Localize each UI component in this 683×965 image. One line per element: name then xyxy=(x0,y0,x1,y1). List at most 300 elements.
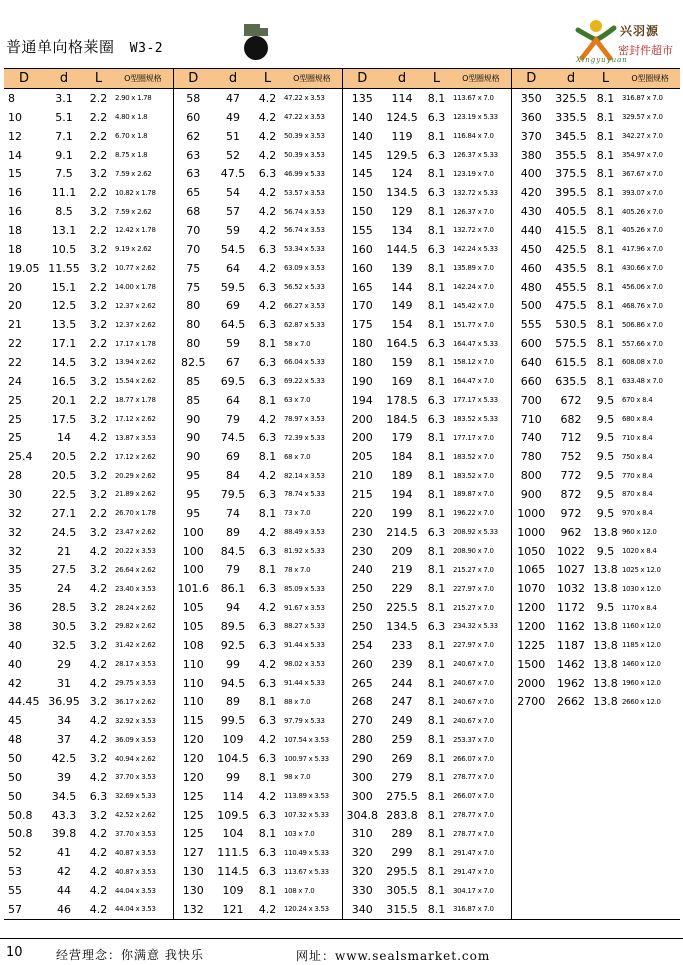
table-row xyxy=(4,334,680,353)
cell-l-width: 8.1 xyxy=(258,450,277,464)
cell-o-ring-spec: 135.89 x 7.0 xyxy=(453,264,494,273)
cell-l-width: 8.1 xyxy=(427,638,446,652)
cell-l-width: 6.3 xyxy=(427,619,446,633)
cell-o-ring-spec: 78 x 7.0 xyxy=(284,565,311,574)
cell-l-width: 6.3 xyxy=(258,487,277,501)
cell-o-ring-spec: 26.64 x 2.62 xyxy=(115,565,156,574)
cell-l-width: 13.8 xyxy=(593,657,618,671)
cell-d-outer: 127 xyxy=(173,843,213,862)
cell-d-inner: 99 xyxy=(226,770,240,784)
cell-o-ring-spec: 506.86 x 7.0 xyxy=(622,320,663,329)
table-row xyxy=(4,768,680,787)
cell-d-inner: 47 xyxy=(226,91,240,105)
cell-d-outer: 40 xyxy=(8,638,22,652)
cell-o-ring-spec: 62.87 x 5.33 xyxy=(284,320,325,329)
cell-d-inner: 59 xyxy=(226,337,240,351)
cell-d-inner: 22.5 xyxy=(51,487,77,501)
cell-d-inner: 31 xyxy=(57,676,71,690)
cell-l-width: 6.3 xyxy=(427,337,446,351)
cell-l-width: 8.1 xyxy=(427,770,446,784)
cell-o-ring-spec: 66.27 x 3.53 xyxy=(284,301,325,310)
cell-d-outer: 480 xyxy=(511,278,551,297)
cell-l-width: 3.2 xyxy=(89,695,108,709)
cell-o-ring-spec: 32.69 x 5.33 xyxy=(115,792,156,801)
cell-d-outer: 62 xyxy=(173,127,213,146)
cell-o-ring-spec: 208.92 x 5.33 xyxy=(453,528,498,537)
cell-d-outer: 230 xyxy=(342,523,382,542)
cell-d-inner: 41 xyxy=(57,846,71,860)
table-row xyxy=(4,221,680,240)
cell-d-outer: 555 xyxy=(511,315,551,334)
logo-brand: 兴羽源 xyxy=(620,24,660,38)
cell-o-ring-spec: 164.47 x 7.0 xyxy=(453,377,494,386)
cell-l-width: 6.3 xyxy=(427,110,446,124)
cell-d-outer: 16 xyxy=(8,186,22,200)
cell-o-ring-spec: 208.90 x 7.0 xyxy=(453,547,494,556)
cell-l-width: 4.2 xyxy=(89,827,108,841)
cell-d-outer: 1500 xyxy=(511,655,551,674)
cell-o-ring-spec: 78.97 x 3.53 xyxy=(284,415,325,424)
cell-d-inner: 49 xyxy=(226,110,240,124)
cell-d-inner: 14.5 xyxy=(51,355,77,369)
cell-o-ring-spec: 13.87 x 3.53 xyxy=(115,433,156,442)
cell-d-inner: 57 xyxy=(226,205,240,219)
cell-d-inner: 682 xyxy=(560,412,582,426)
cell-o-ring-spec: 29.82 x 2.62 xyxy=(115,622,156,631)
cell-o-ring-spec: 56.74 x 3.53 xyxy=(284,207,325,216)
cell-d-outer: 16 xyxy=(8,205,22,219)
cell-d-inner: 229 xyxy=(391,582,413,596)
cell-o-ring-spec: 123.19 x 5.33 xyxy=(453,113,498,122)
cell-l-width: 8.1 xyxy=(427,280,446,294)
cell-l-width: 8.1 xyxy=(596,186,615,200)
column-header-l-width: L xyxy=(591,69,620,89)
cell-d-inner: 109 xyxy=(222,733,244,747)
cell-l-width: 8.1 xyxy=(427,450,446,464)
cell-d-outer: 50 xyxy=(8,770,22,784)
cell-o-ring-spec: 9.19 x 2.62 xyxy=(115,245,152,254)
cell-l-width: 9.5 xyxy=(596,487,615,501)
cell-d-outer: 53 xyxy=(8,865,22,879)
cell-d-outer: 640 xyxy=(511,353,551,372)
cell-o-ring-spec: 8.75 x 1.8 xyxy=(115,151,148,159)
cell-l-width: 3.2 xyxy=(89,469,108,483)
cell-d-outer: 130 xyxy=(173,881,213,900)
cell-l-width: 8.1 xyxy=(427,129,446,143)
cell-d-outer: 82.5 xyxy=(173,353,213,372)
cell-d-inner: 89 xyxy=(226,695,240,709)
cell-o-ring-spec: 316.87 x 7.0 xyxy=(451,900,511,919)
cell-d-outer: 12 xyxy=(8,129,22,143)
cell-d-outer: 740 xyxy=(511,428,551,447)
cell-o-ring-spec xyxy=(620,881,680,900)
cell-d-inner: 20.1 xyxy=(51,393,77,407)
cell-d-inner xyxy=(551,806,591,825)
table-row xyxy=(4,296,680,315)
cell-d-outer: 20 xyxy=(8,280,22,294)
column-header-l-width: L xyxy=(422,69,451,89)
cell-d-inner: 194 xyxy=(391,487,413,501)
cell-o-ring-spec: 151.77 x 7.0 xyxy=(453,320,494,329)
table-row xyxy=(4,504,680,523)
cell-o-ring-spec: 81.92 x 5.33 xyxy=(284,547,325,556)
table-row xyxy=(4,730,680,749)
cell-l-width: 4.2 xyxy=(258,129,277,143)
cell-o-ring-spec: 113.67 x 7.0 xyxy=(453,94,494,103)
cell-d-outer: 1000 xyxy=(511,504,551,523)
glyd-ring-profile-icon xyxy=(238,22,274,62)
cell-o-ring-spec: 20.29 x 2.62 xyxy=(115,471,156,480)
cell-d-inner: 179 xyxy=(391,431,413,445)
cell-d-outer: 32 xyxy=(8,506,22,520)
cell-d-outer: 1000 xyxy=(511,523,551,542)
cell-d-inner: 1162 xyxy=(557,619,585,633)
cell-d-outer: 70 xyxy=(173,240,213,259)
cell-d-outer: 270 xyxy=(342,711,382,730)
cell-l-width: 6.3 xyxy=(258,167,277,181)
cell-d-inner: 154 xyxy=(391,318,413,332)
cell-l-width: 4.2 xyxy=(258,205,277,219)
cell-l-width: 4.2 xyxy=(258,601,277,615)
cell-l-width: 3.2 xyxy=(89,299,108,313)
spec-table xyxy=(4,68,680,920)
cell-o-ring-spec: 44.04 x 3.53 xyxy=(113,900,173,919)
cell-d-outer: 165 xyxy=(342,278,382,297)
cell-d-inner: 69.5 xyxy=(220,374,246,388)
column-header-o-ring-spec: O型圈规格 xyxy=(282,69,342,89)
cell-o-ring-spec: 417.96 x 7.0 xyxy=(622,245,663,254)
cell-d-inner: 11.1 xyxy=(51,186,77,200)
cell-d-outer: 25 xyxy=(8,393,22,407)
cell-d-inner: 17.1 xyxy=(51,337,77,351)
cell-o-ring-spec: 215.27 x 7.0 xyxy=(453,565,494,574)
cell-l-width xyxy=(591,900,620,919)
cell-d-inner: 3.1 xyxy=(55,91,73,105)
cell-d-inner: 74.5 xyxy=(220,431,246,445)
cell-d-inner: 37 xyxy=(57,733,71,747)
column-header-d-inner: d xyxy=(551,69,591,89)
cell-d-outer: 660 xyxy=(511,372,551,391)
cell-l-width xyxy=(591,768,620,787)
cell-d-outer: 100 xyxy=(173,542,213,561)
cell-d-outer: 140 xyxy=(342,108,382,127)
cell-d-inner: 635.5 xyxy=(555,374,587,388)
cell-o-ring-spec: 17.12 x 2.62 xyxy=(115,452,156,461)
cell-o-ring-spec: 316.87 x 7.0 xyxy=(622,94,663,103)
table-row xyxy=(4,655,680,674)
column-header-d-inner: d xyxy=(213,69,253,89)
table-row xyxy=(4,881,680,900)
cell-l-width: 13.8 xyxy=(593,563,618,577)
table-row xyxy=(4,598,680,617)
cell-o-ring-spec: 47.22 x 3.53 xyxy=(284,94,325,103)
cell-o-ring-spec: 47.22 x 3.53 xyxy=(284,113,325,122)
cell-l-width: 8.1 xyxy=(427,789,446,803)
cell-l-width: 8.1 xyxy=(596,374,615,388)
company-logo xyxy=(574,18,680,66)
cell-d-inner: 10.5 xyxy=(51,242,77,256)
cell-l-width: 6.3 xyxy=(258,374,277,388)
cell-d-inner: 1462 xyxy=(557,657,585,671)
cell-d-inner: 17.5 xyxy=(51,412,77,426)
table-row xyxy=(4,240,680,259)
cell-l-width: 4.2 xyxy=(258,299,277,313)
cell-d-inner: 28.5 xyxy=(51,601,77,615)
cell-d-outer: 320 xyxy=(342,843,382,862)
table-row xyxy=(4,787,680,806)
cell-o-ring-spec: 970 x 8.4 xyxy=(622,509,653,518)
cell-d-inner: 178.5 xyxy=(386,393,418,407)
cell-d-inner: 59 xyxy=(226,223,240,237)
cell-o-ring-spec: 183.52 x 7.0 xyxy=(453,452,494,461)
cell-o-ring-spec: 177.17 x 7.0 xyxy=(453,433,494,442)
cell-d-inner: 772 xyxy=(560,469,582,483)
cell-o-ring-spec: 91.44 x 5.33 xyxy=(284,641,325,650)
cell-d-inner: 219 xyxy=(391,563,413,577)
cell-d-outer: 100 xyxy=(173,560,213,579)
table-row xyxy=(4,825,680,844)
cell-d-inner: 109.5 xyxy=(217,808,249,822)
cell-d-outer: 101.6 xyxy=(173,579,213,598)
cell-d-inner: 109 xyxy=(222,884,244,898)
cell-l-width: 6.3 xyxy=(258,808,277,822)
cell-o-ring-spec: 63.09 x 3.53 xyxy=(284,264,325,273)
cell-o-ring-spec: 23.40 x 3.53 xyxy=(115,584,156,593)
cell-d-inner: 15.1 xyxy=(51,280,77,294)
cell-d-outer: 205 xyxy=(342,447,382,466)
cell-d-inner: 259 xyxy=(391,733,413,747)
cell-l-width: 8.1 xyxy=(427,601,446,615)
cell-d-inner xyxy=(551,711,591,730)
cell-d-outer: 380 xyxy=(511,146,551,165)
cell-d-inner: 209 xyxy=(391,544,413,558)
cell-d-inner: 149 xyxy=(391,299,413,313)
cell-d-outer: 115 xyxy=(173,711,213,730)
cell-o-ring-spec: 58 x 7.0 xyxy=(284,339,311,348)
cell-l-width: 6.3 xyxy=(427,412,446,426)
cell-d-outer: 430 xyxy=(511,202,551,221)
cell-l-width: 3.2 xyxy=(89,374,108,388)
cell-o-ring-spec: 266.07 x 7.0 xyxy=(453,792,494,801)
cell-o-ring-spec: 107.54 x 3.53 xyxy=(284,735,329,744)
cell-d-outer: 2700 xyxy=(511,693,551,712)
column-header-l-width: L xyxy=(253,69,282,89)
cell-l-width: 2.2 xyxy=(89,129,108,143)
cell-l-width: 8.1 xyxy=(596,242,615,256)
cell-d-outer xyxy=(511,806,551,825)
size-table xyxy=(4,68,680,920)
cell-l-width: 2.2 xyxy=(89,450,108,464)
table-row xyxy=(4,353,680,372)
cell-l-width: 4.2 xyxy=(253,900,282,919)
cell-l-width: 3.2 xyxy=(89,412,108,426)
cell-o-ring-spec: 17.12 x 2.62 xyxy=(115,415,156,424)
cell-l-width: 3.2 xyxy=(89,808,108,822)
cell-d-inner: 27.1 xyxy=(51,506,77,520)
cell-l-width: 6.3 xyxy=(258,280,277,294)
cell-o-ring-spec: 456.06 x 7.0 xyxy=(622,283,663,292)
cell-d-inner: 415.5 xyxy=(555,223,587,237)
cell-d-outer: 135 xyxy=(342,89,382,108)
cell-l-width: 8.1 xyxy=(427,355,446,369)
cell-o-ring-spec: 278.77 x 7.0 xyxy=(453,829,494,838)
cell-d-inner xyxy=(551,825,591,844)
cell-d-outer: 130 xyxy=(173,862,213,881)
table-row xyxy=(4,202,680,221)
cell-l-width: 2.2 xyxy=(89,91,108,105)
cell-d-inner: 249 xyxy=(391,714,413,728)
cell-l-width: 4.2 xyxy=(89,676,108,690)
business-motto: 经营理念：你满意 我快乐 xyxy=(56,948,204,962)
cell-l-width: 8.1 xyxy=(422,900,451,919)
cell-l-width: 6.3 xyxy=(258,752,277,765)
cell-l-width: 13.8 xyxy=(593,619,618,633)
cell-d-inner: 64.5 xyxy=(220,318,246,332)
cell-d-inner: 405.5 xyxy=(555,205,587,219)
cell-d-inner: 104 xyxy=(222,827,244,841)
cell-o-ring-spec: 23.47 x 2.62 xyxy=(115,528,156,537)
cell-l-width: 4.2 xyxy=(89,884,108,898)
cell-d-inner: 42.5 xyxy=(51,752,77,765)
cell-d-outer: 10 xyxy=(8,110,22,124)
cell-d-inner: 752 xyxy=(560,450,582,464)
cell-d-outer xyxy=(511,768,551,787)
cell-o-ring-spec: 98.02 x 3.53 xyxy=(284,660,325,669)
cell-d-inner xyxy=(551,730,591,749)
cell-o-ring-spec: 329.57 x 7.0 xyxy=(622,113,663,122)
cell-o-ring-spec: 12.42 x 1.78 xyxy=(115,226,156,235)
cell-d-inner: 712 xyxy=(560,431,582,445)
cell-d-outer: 125 xyxy=(173,806,213,825)
table-row xyxy=(4,843,680,862)
cell-l-width: 9.5 xyxy=(596,393,615,407)
cell-d-outer: 150 xyxy=(342,183,382,202)
cell-o-ring-spec: 430.66 x 7.0 xyxy=(622,264,663,273)
cell-l-width: 2.2 xyxy=(89,148,108,162)
cell-d-outer: 2000 xyxy=(511,674,551,693)
cell-o-ring-spec: 710 x 8.4 xyxy=(622,433,653,442)
cell-d-outer: 440 xyxy=(511,221,551,240)
cell-l-width: 4.2 xyxy=(258,148,277,162)
cell-d-inner: 279 xyxy=(391,770,413,784)
cell-l-width: 3.2 xyxy=(89,752,108,765)
cell-d-outer: 450 xyxy=(511,240,551,259)
cell-o-ring-spec: 37.70 x 3.53 xyxy=(115,829,156,838)
cell-d-inner: 395.5 xyxy=(555,186,587,200)
cell-d-outer: 400 xyxy=(511,164,551,183)
cell-d-outer: 55 xyxy=(8,884,22,898)
cell-l-width xyxy=(591,825,620,844)
cell-o-ring-spec: 97.79 x 5.33 xyxy=(284,716,325,725)
cell-d-outer: 500 xyxy=(511,296,551,315)
cell-l-width: 3.2 xyxy=(89,205,108,219)
table-row xyxy=(4,523,680,542)
cell-l-width: 8.1 xyxy=(596,280,615,294)
cell-o-ring-spec: 158.12 x 7.0 xyxy=(453,358,494,367)
cell-l-width: 6.3 xyxy=(427,393,446,407)
cell-o-ring-spec: 126.37 x 7.0 xyxy=(453,207,494,216)
cell-d-inner: 79 xyxy=(226,563,240,577)
cell-d-inner: 64 xyxy=(226,261,240,275)
cell-l-width: 8.1 xyxy=(596,205,615,219)
cell-o-ring-spec: 88 x 7.0 xyxy=(284,697,311,706)
cell-l-width: 4.2 xyxy=(258,110,277,124)
cell-d-outer: 42 xyxy=(8,676,22,690)
cell-d-outer: 250 xyxy=(342,579,382,598)
cell-l-width: 6.3 xyxy=(258,544,277,558)
cell-l-width: 8.1 xyxy=(427,487,446,501)
cell-l-width: 4.2 xyxy=(89,714,108,728)
cell-l-width: 8.1 xyxy=(427,846,446,860)
cell-d-outer: 340 xyxy=(342,900,382,919)
cell-l-width: 9.5 xyxy=(596,544,615,558)
cell-d-inner: 79 xyxy=(226,412,240,426)
cell-o-ring-spec: 36.17 x 2.62 xyxy=(115,697,156,706)
cell-l-width: 8.1 xyxy=(427,695,446,709)
cell-d-outer: 30 xyxy=(8,487,22,501)
cell-o-ring-spec: 103 x 7.0 xyxy=(284,829,315,838)
table-row xyxy=(4,127,680,146)
cell-l-width: 4.2 xyxy=(258,657,277,671)
cell-o-ring-spec: 36.09 x 3.53 xyxy=(115,735,156,744)
cell-d-outer: 80 xyxy=(173,296,213,315)
cell-l-width: 6.3 xyxy=(427,525,446,539)
cell-d-outer: 95 xyxy=(173,504,213,523)
cell-o-ring-spec: 69.22 x 5.33 xyxy=(284,377,325,386)
cell-l-width: 8.1 xyxy=(596,318,615,332)
cell-o-ring-spec: 31.42 x 2.62 xyxy=(115,641,156,650)
cell-o-ring-spec: 342.27 x 7.0 xyxy=(622,132,663,141)
cell-d-outer: 38 xyxy=(8,619,22,633)
cell-d-outer: 70 xyxy=(173,221,213,240)
cell-d-inner: 124.5 xyxy=(386,110,418,124)
cell-l-width xyxy=(591,862,620,881)
cell-d-inner xyxy=(551,787,591,806)
cell-d-inner: 325.5 xyxy=(555,91,587,105)
cell-l-width: 8.1 xyxy=(427,865,446,879)
cell-o-ring-spec: 82.14 x 3.53 xyxy=(284,471,325,480)
cell-d-outer: 120 xyxy=(173,749,213,768)
cell-d-inner: 129 xyxy=(391,205,413,219)
table-row xyxy=(4,617,680,636)
cell-d-outer: 75 xyxy=(173,278,213,297)
cell-d-inner: 39.8 xyxy=(51,827,77,841)
cell-o-ring-spec: 177.17 x 5.33 xyxy=(453,396,498,405)
column-header-o-ring-spec: O型圈规格 xyxy=(113,69,173,89)
cell-o-ring-spec: 113.89 x 3.53 xyxy=(284,792,329,801)
cell-o-ring-spec: 1460 x 12.0 xyxy=(622,660,661,669)
cell-o-ring-spec: 108 x 7.0 xyxy=(284,886,315,895)
cell-o-ring-spec: 1960 x 12.0 xyxy=(622,679,661,688)
cell-o-ring-spec: 266.07 x 7.0 xyxy=(453,754,494,763)
cell-d-inner: 1032 xyxy=(557,582,585,596)
cell-o-ring-spec: 608.08 x 7.0 xyxy=(622,358,663,367)
cell-o-ring-spec: 100.97 x 5.33 xyxy=(284,754,329,763)
cell-o-ring-spec: 183.52 x 5.33 xyxy=(453,415,498,424)
cell-o-ring-spec: 116.84 x 7.0 xyxy=(453,132,494,141)
cell-o-ring-spec: 240.67 x 7.0 xyxy=(453,697,494,706)
cell-o-ring-spec: 40.94 x 2.62 xyxy=(115,754,156,763)
cell-o-ring-spec: 2.90 x 1.78 xyxy=(115,94,152,103)
website-address: 网址：www.sealsmarket.com xyxy=(296,949,491,963)
cell-o-ring-spec: 107.32 x 5.33 xyxy=(284,811,329,820)
cell-o-ring-spec xyxy=(620,862,680,881)
cell-d-outer: 190 xyxy=(342,372,382,391)
cell-o-ring-spec: 227.97 x 7.0 xyxy=(453,641,494,650)
table-row xyxy=(4,674,680,693)
cell-o-ring-spec: 10.77 x 2.62 xyxy=(115,264,156,273)
cell-o-ring-spec: 196.22 x 7.0 xyxy=(453,509,494,518)
